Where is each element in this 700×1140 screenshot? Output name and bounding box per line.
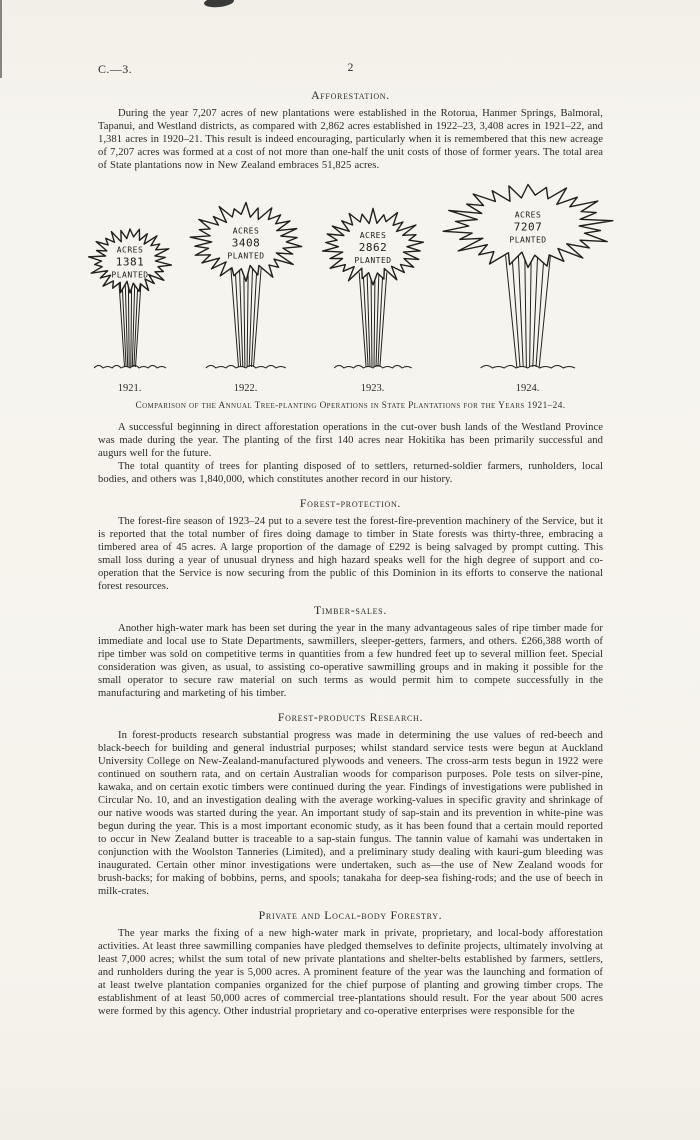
paragraph-private-forestry: The year marks the fixing of a new high-water mark in private, proprietary, and local-body afforestation activities. At least three sawmilling companies have pledged themselves to definite projects, ultimately involving at least 7,000 acres; whilst the sum total of new private plantations and shelter-belts established by farmers, settlers, and runholders during the year is 5,000 acres. A prominent feature of the year was the launching and formation of at least twelve plantation companies organized for the chief purpose of planting and growing timber crops. The establishment of at least 50,000 acres of commercial tree-plantations should result. For the year about 500 acres were formed by this agency. Other industrial proprietary and co-operative enterprises were responsible for the xyxy=(98,928,603,1017)
page-header xyxy=(98,62,603,78)
paragraph-afforestation-2: A successful beginning in direct afforestation operations in the cut-over bush lands of the Westland Province was made during the year. The planting of the first 140 acres near Hokitika has been primarily successful and augurs well for the future. xyxy=(98,422,603,459)
section-heading-timber-sales: Timber-sales. xyxy=(314,603,387,617)
tree-acres-label: ACRES xyxy=(116,245,143,255)
tree-acres-value: 1381 xyxy=(115,255,144,269)
tree-planted-label: PLANTED xyxy=(353,256,392,266)
figure-caption: Comparison of the Annual Tree-planting Operations in State Plantations for the Years 1921–24. xyxy=(135,401,566,411)
tree-planting-figure xyxy=(86,180,615,411)
tree-acres-value: 7207 xyxy=(513,220,542,234)
page-number: 2 xyxy=(347,62,354,74)
tree-illustration-1921 xyxy=(88,224,172,380)
paragraph-forest-products-research: In forest-products research substantial progress was made in determining the use values of red-beech and black-beech for building and general industrial purposes; whilst standard service tests were begun at Auckland University College on New-Zealand-manufactured plywoods and veneers. The cross-arm tests begun in 1922 were continued on southern rata, and on certain Australian woods for comparison purposes. Pole tests on silver-pine, kawaka, and on certain exotic timbers were continued during the year. Findings of investigations were published in Circular No. 10, and an investigation dealing with the average working-values in specific gravity and shrinkage of our native woods was started during the year. An important study of sap-stain and its prevention in white-pine was begun during the year. This is a most important economic study, as it has been found that a certain mould reported to occur in New Zealand butter is traceable to a sap-stain fungus. The tannin value of kamahi was undertaken in conjunction with the Woolston Tanneries (Limited), and a preliminary study dealing with kauri-gum bleeding was inaugurated. Certain other minor investigations were undertaken, such as—the use of New Zealand woods for brush-backs; for making of bobbins, perns, and spools; tanakaha for deep-sea fishing-rods; and the use of beech in milk-crates. xyxy=(98,730,603,897)
tree-year-label: 1924. xyxy=(515,383,540,394)
section-heading-afforestation: Afforestation. xyxy=(311,88,390,102)
tree-acres-value: 3408 xyxy=(231,236,260,250)
scan-artifact xyxy=(0,0,2,78)
tree-1924 xyxy=(442,180,614,394)
tree-1921 xyxy=(88,224,172,394)
section-heading-forest-protection: Forest-protection. xyxy=(299,496,402,510)
tree-acres-label: ACRES xyxy=(359,231,386,241)
report-series-number: C.—3. xyxy=(98,62,133,76)
tree-year-label: 1923. xyxy=(360,383,385,394)
paragraph-afforestation-3: The total quantity of trees for planting disposed of to settlers, returned-soldier farmers, runholders, local bodies, and others was 1,840,000, which constitutes another record in our history. xyxy=(98,461,603,485)
section-heading-forest-products-research: Forest-products Research. xyxy=(277,710,424,724)
tree-acres-label: ACRES xyxy=(232,226,259,236)
section-heading-private-forestry: Private and Local-body Forestry. xyxy=(258,908,443,922)
paragraph-timber-sales: Another high-water mark has been set during the year in the many advantageous sales of ripe timber made for immediate and local use to State Departments, sawmillers, sleeper-getters, farmers, and others. £266,388 worth of ripe timber was sold on competitive terms in quantities from a few hundred feet up to several million feet. Special consideration was given, as usual, to assisting co-operative sawmilling groups and in making it possible for the small operator to secure raw material on such terms as would permit him to compete successfully in the manufacturing and marketing of his timber. xyxy=(98,623,603,699)
paragraph-afforestation-1: During the year 7,207 acres of new plantations were established in the Rotorua, Hanmer Springs, Balmoral, Tapanui, and Westland districts, as compared with 2,862 acres established in 1922–23, 3,408 acres in 1921–22, and 1,381 acres in 1920–21. This result is indeed encouraging, particularly when it is remembered that this new acreage of 7,207 acres was formed at a cost of not more than one-half the unit costs of those of former years. The total area of State plantations now in New Zealand embraces 51,825 acres. xyxy=(98,108,603,171)
tree-year-label: 1922. xyxy=(233,383,258,394)
tree-illustration-1923 xyxy=(320,206,426,380)
tree-planted-label: PLANTED xyxy=(508,235,547,245)
tree-row xyxy=(86,180,615,394)
tree-acres-label: ACRES xyxy=(514,210,541,220)
tree-illustration-1922 xyxy=(188,200,304,380)
tree-1923 xyxy=(320,206,426,394)
tree-planted-label: PLANTED xyxy=(110,270,149,280)
tree-illustration-1924 xyxy=(442,180,614,380)
tree-planted-label: PLANTED xyxy=(226,251,265,261)
paragraph-forest-protection: The forest-fire season of 1923–24 put to a severe test the forest-fire-prevention machinery of the Service, but it is reported that the total number of fires doing damage to timber in State forests was thirty-three, embracing a timbered area of 45 acres. A large proportion of the damage of £292 is being salvaged by prompt cutting. This small loss during a year of unusual dryness and high hazard speaks well for the high degree of support and co-operation that the Service is now securing from the public of this Dominion in its efforts to conserve the national forest resources. xyxy=(98,516,603,592)
tree-acres-value: 2862 xyxy=(358,241,387,255)
tree-1922 xyxy=(188,200,304,394)
tree-year-label: 1921. xyxy=(117,383,142,394)
